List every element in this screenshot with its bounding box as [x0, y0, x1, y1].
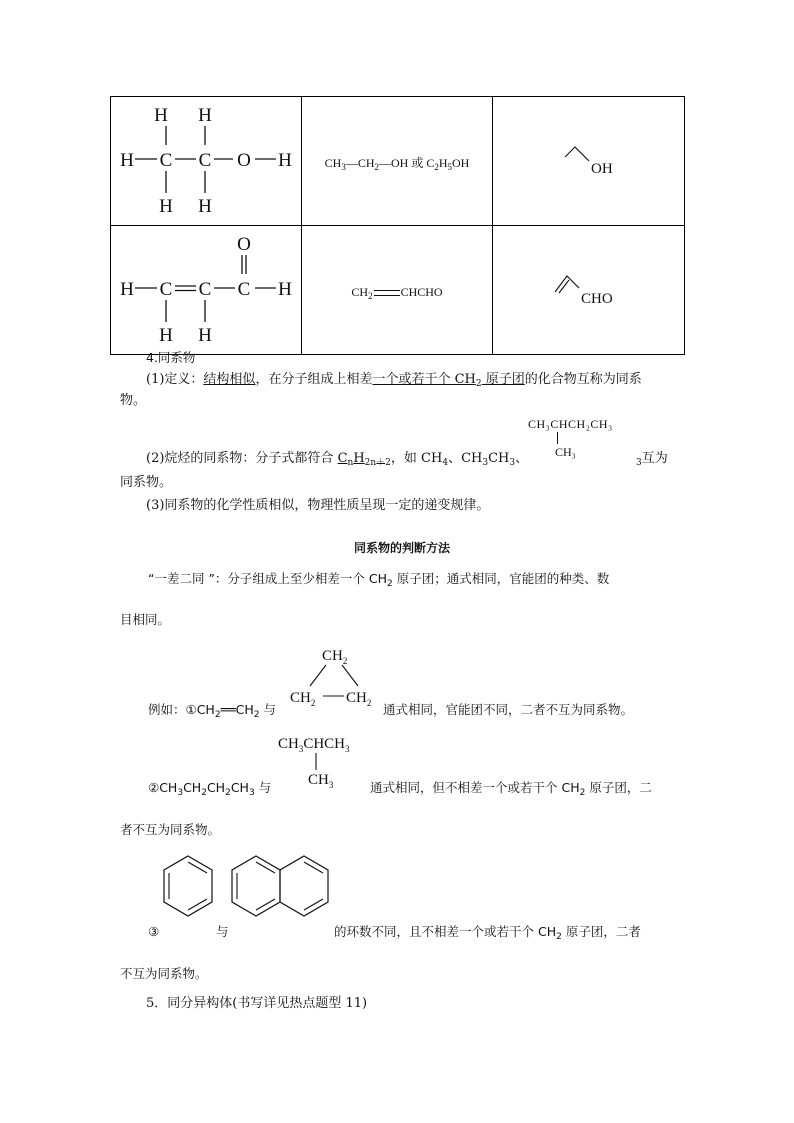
atom-c: C: [159, 150, 173, 171]
branched-alkane-top: CH₃CHCH₂CH₃: [528, 417, 613, 431]
sub: 2: [579, 788, 586, 798]
branch-bond: [557, 432, 558, 444]
alkane-cont: 同系物。: [120, 475, 173, 490]
sub: 2: [201, 788, 207, 798]
ethanol-condensed-formula: [325, 156, 470, 170]
underlined-text: 结构相似: [203, 372, 256, 387]
isobutane-bottom: $CH_3$: [308, 772, 334, 790]
sub: 3: [636, 458, 642, 468]
oh-label: OH: [591, 161, 613, 177]
atom-c: C: [198, 279, 212, 300]
isobutane-top: $CH_3CHCH_3$: [278, 736, 350, 754]
text: 互为: [641, 451, 668, 466]
sub: 2n＋2: [364, 458, 391, 468]
ethanol-skeletal-cell: [493, 97, 685, 226]
text: OH: [452, 155, 470, 170]
ethanol-structural-formula: [111, 97, 301, 221]
acrolein-condensed-cell: [302, 226, 493, 355]
sub: 3: [177, 788, 184, 798]
acrolein-structural-formula: [111, 226, 301, 350]
text: 与: [259, 702, 276, 717]
text: 、CH: [448, 451, 483, 466]
ring-atom: $CH_2$: [290, 690, 316, 708]
example-2-cont: 者不互为同系物。: [120, 822, 221, 837]
naphthalene-ring: [228, 852, 334, 924]
atom-h: H: [120, 150, 134, 171]
text: 一个或若干个 CH: [372, 372, 476, 387]
text: 原子团: [481, 372, 525, 387]
acrolein-condensed-formula: [351, 285, 442, 299]
text: ══CH: [220, 702, 254, 717]
example-3-cont: 不互为同系物。: [120, 966, 208, 981]
text: H: [438, 155, 448, 170]
example-2-suffix: [370, 780, 652, 796]
ring-atom: $CH_2$: [322, 648, 348, 666]
text: C: [337, 451, 348, 466]
text: —CH: [345, 155, 375, 170]
example-1-suffix: 通式相同，官能团不同，二者不互为同系物。: [383, 702, 634, 717]
example-3-suffix: [334, 924, 641, 940]
example-3-num: ③: [148, 924, 160, 939]
rule-line: [148, 571, 609, 587]
ethanol-condensed-cell: [302, 97, 493, 226]
rule-cont: 目相同。: [120, 612, 171, 627]
text: CH: [206, 780, 226, 795]
atom-h: H: [278, 150, 292, 171]
atom-o: O: [237, 234, 251, 255]
sub: 3: [509, 458, 516, 468]
text: CHCHO: [400, 284, 443, 299]
atom-h: H: [198, 105, 212, 126]
sub: 4: [442, 458, 449, 468]
text: 与: [254, 780, 272, 795]
text: (2)烷烃的同系物：分子式都符合: [146, 451, 338, 466]
sub: 2: [253, 710, 260, 720]
atom-h: H: [198, 325, 212, 346]
text: CH: [230, 780, 249, 795]
text: 通式相同，但不相差一个或若干个 CH: [370, 780, 580, 795]
cyclopropane-structure: [288, 644, 380, 710]
definition-cont: 物。: [120, 393, 147, 408]
sub: 3: [341, 161, 346, 172]
sub: n: [347, 458, 354, 468]
sub: 2: [434, 161, 439, 172]
property-line: (3)同系物的化学性质相似，物理性质呈现一定的递变规律。: [146, 498, 490, 513]
ring-atom: $CH_2$: [346, 690, 372, 708]
atom-h: H: [198, 196, 212, 217]
atom-h: H: [278, 279, 292, 300]
sub: 2: [368, 290, 373, 301]
section-4-title: 4.同系物: [146, 350, 196, 365]
text: CH: [351, 284, 369, 299]
atom-c: C: [198, 150, 212, 171]
sub: 5: [447, 161, 452, 172]
atom-h: H: [120, 279, 134, 300]
example-1-line: [148, 702, 276, 718]
alkane-line: [146, 451, 528, 467]
text: 、: [515, 451, 529, 466]
sub: 2: [214, 710, 221, 720]
branched-alkane-bottom: CH₃: [555, 445, 576, 459]
sub: 3: [482, 458, 489, 468]
method-heading: 同系物的判断方法: [354, 541, 451, 555]
text: 例如：①CH: [148, 702, 215, 717]
text: ②CH: [148, 780, 178, 795]
text: 原子团，二者: [561, 924, 641, 939]
underlined-text: [372, 372, 524, 387]
structure-table: [110, 96, 685, 355]
sub: 2: [374, 161, 379, 172]
text: CH: [183, 780, 202, 795]
text: 的化合物互称为同系: [524, 372, 642, 387]
text: ，如 CH: [390, 451, 443, 466]
atom-h: H: [159, 325, 173, 346]
atom-c: C: [159, 279, 173, 300]
atom-h: H: [154, 105, 168, 126]
acrolein-skeletal-formula: [493, 226, 684, 350]
double-bond: [374, 290, 400, 296]
atom-o: O: [237, 150, 251, 171]
general-formula: [338, 451, 391, 466]
text: H: [353, 451, 365, 466]
benzene-ring: [160, 852, 216, 924]
atom-h: H: [159, 196, 173, 217]
atom-c: C: [237, 279, 251, 300]
isobutane-structure: [276, 732, 368, 794]
text: CH: [488, 451, 510, 466]
text: 原子团；通式相同，官能团的种类、数: [392, 571, 610, 586]
sub: 2: [225, 788, 231, 798]
sub: 2: [387, 579, 393, 589]
sub: 2: [556, 932, 562, 942]
section-5-title: 5．同分异构体(书写详见热点题型 11): [146, 996, 368, 1011]
cho-label: CHO: [581, 291, 613, 307]
sub: 3: [248, 788, 255, 798]
sub: 2: [475, 379, 482, 389]
text: CH: [324, 155, 342, 170]
text: 的环数不同，且不相差一个或若干个 CH: [334, 924, 557, 939]
ethanol-structural-cell: [111, 97, 302, 226]
text: 原子团，二: [585, 780, 652, 795]
definition-line: [146, 372, 642, 388]
text: ，在分子组成上相差: [255, 372, 373, 387]
text: —OH 或 C: [378, 155, 435, 170]
example-3-with: 与: [216, 924, 229, 939]
acrolein-structural-cell: [111, 226, 302, 355]
acrolein-skeletal-cell: [493, 226, 685, 355]
ethanol-skeletal-formula: [493, 97, 684, 221]
example-2-line: [148, 780, 271, 796]
text: (1)定义：: [146, 372, 204, 387]
text: “一差二同 ”：分子组成上至少相差一个 CH: [148, 571, 388, 586]
alkane-line-end: [636, 451, 668, 467]
